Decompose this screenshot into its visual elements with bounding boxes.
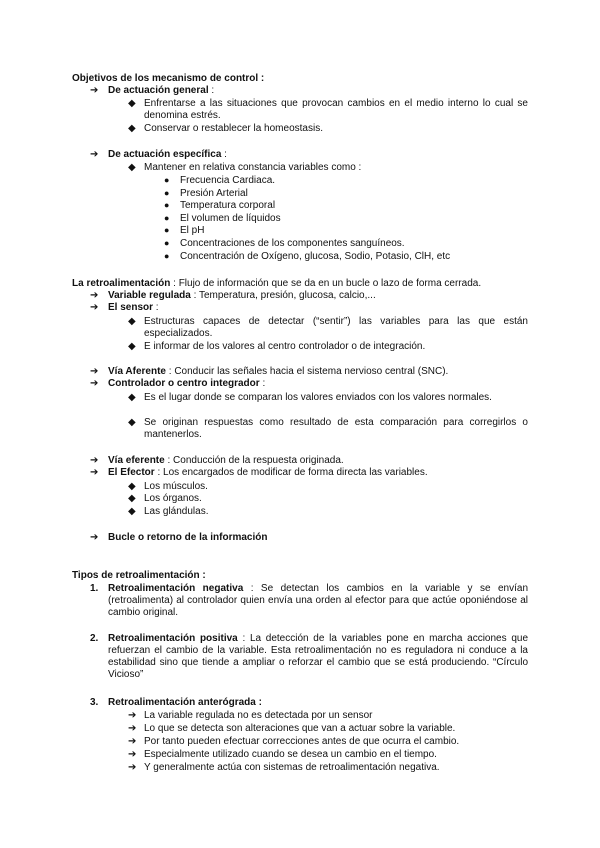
controlador-sep: : xyxy=(259,378,266,389)
variable-item: El pH xyxy=(180,225,205,236)
arrow-icon: ➔ xyxy=(90,290,99,301)
retro-label: La retroalimentación xyxy=(72,278,171,289)
retro-text: : Flujo de información que se da en un bucle o lazo de forma cerrada. xyxy=(170,278,482,289)
tipo-number: 1. xyxy=(90,583,99,594)
efector-item: Los músculos. xyxy=(144,481,208,492)
tipo-number: 3. xyxy=(90,697,99,708)
retro-line xyxy=(72,278,481,290)
aferente-text: : Conducir las señales hacia el sistema nervioso central (SNC). xyxy=(165,366,449,377)
general-sep: : xyxy=(208,85,215,96)
positiva-label: Retroalimentación positiva xyxy=(108,633,238,644)
dot-bullet-icon: ● xyxy=(164,200,170,210)
arrow-icon: ➔ xyxy=(90,366,99,377)
general-item-2: Conservar o restablecer la homeostasis. xyxy=(144,123,323,134)
controlador-item-1: Es el lugar donde se comparan los valores enviados con los valores normales. xyxy=(144,392,492,403)
sensor-item-1: Estructuras capaces de detectar (“sentir”) las variables para las que están especializados. xyxy=(144,316,528,339)
dot-bullet-icon: ● xyxy=(164,188,170,198)
diamond-bullet-icon: ◆ xyxy=(128,123,136,134)
aferente-line xyxy=(108,366,448,378)
general-item-1: Enfrentarse a las situaciones que provocan cambios en el medio interno lo cual se denomina estrés. xyxy=(144,98,528,121)
controlador-label: Controlador o centro integrador xyxy=(108,378,260,389)
variable-regulada-line xyxy=(108,290,376,302)
dot-bullet-icon: ● xyxy=(164,175,170,185)
variable-item: El volumen de líquidos xyxy=(180,213,281,224)
positiva-text: : La detección de la variables pone en marcha acciones que refuerzan el cambio de la variable. Esta retroalimentación no es reguladora ni conduce a la estabilidad sino que tiende a ampliar o reforzar el cambio que se está produciendo. “Círculo Vicioso” xyxy=(108,633,529,680)
diamond-bullet-icon: ◆ xyxy=(128,98,136,109)
efector-label: El Efector xyxy=(108,467,155,478)
tipo-positiva xyxy=(108,633,528,681)
variable-item: Concentraciones de los componentes sanguíneos. xyxy=(180,238,405,249)
eferente-label: Vía eferente xyxy=(108,455,165,466)
variable-item: Concentración de Oxígeno, glucosa, Sodio, Potasio, ClH, etc xyxy=(180,251,451,262)
aferente-label: Vía Aferente xyxy=(108,366,166,377)
eferente-line xyxy=(108,455,344,467)
sensor-item-2: E informar de los valores al centro controlador o de integración. xyxy=(144,341,426,352)
anterograda-item: Y generalmente actúa con sistemas de retroalimentación negativa. xyxy=(144,762,440,773)
dot-bullet-icon: ● xyxy=(164,213,170,223)
diamond-bullet-icon: ◆ xyxy=(128,481,136,492)
variable-regulada-label: Variable regulada xyxy=(108,290,191,301)
controlador-line xyxy=(108,378,265,390)
diamond-bullet-icon: ◆ xyxy=(128,417,136,428)
efector-text: : Los encargados de modificar de forma directa las variables. xyxy=(154,467,428,478)
objetivos-heading: Objetivos de los mecanismo de control : xyxy=(72,73,265,84)
variable-item: Frecuencia Cardiaca. xyxy=(180,175,276,186)
efector-line xyxy=(108,467,428,479)
diamond-bullet-icon: ◆ xyxy=(128,316,136,327)
arrow-icon: ➔ xyxy=(128,710,137,721)
tipo-number: 2. xyxy=(90,633,99,644)
anterograda-label: Retroalimentación anterógrada : xyxy=(108,697,262,708)
arrow-icon: ➔ xyxy=(90,455,99,466)
anterograda-item: La variable regulada no es detectada por un sensor xyxy=(144,710,373,721)
anterograda-item: Especialmente utilizado cuando se desea un cambio en el tiempo. xyxy=(144,749,437,760)
negativa-text: : Se detectan los cambios en la variable y se envían (retroalimenta) al controlador quien envía una orden al efector para que actúe oponiéndose al cambio original. xyxy=(108,583,529,618)
sensor-line xyxy=(108,302,159,314)
arrow-icon: ➔ xyxy=(90,378,99,389)
variable-item: Presión Arterial xyxy=(180,188,248,199)
tipo-negativa xyxy=(108,583,528,619)
anterograda-item: Por tanto pueden efectuar correcciones antes de que ocurra el cambio. xyxy=(144,736,460,747)
arrow-icon: ➔ xyxy=(90,149,99,160)
arrow-icon: ➔ xyxy=(128,762,137,773)
dot-bullet-icon: ● xyxy=(164,225,170,235)
variable-item: Temperatura corporal xyxy=(180,200,276,211)
arrow-icon: ➔ xyxy=(90,532,99,543)
arrow-icon: ➔ xyxy=(90,302,99,313)
diamond-bullet-icon: ◆ xyxy=(128,162,136,173)
variable-regulada-text: : Temperatura, presión, glucosa, calcio,... xyxy=(190,290,376,301)
general-line xyxy=(108,85,214,97)
diamond-bullet-icon: ◆ xyxy=(128,493,136,504)
dot-bullet-icon: ● xyxy=(164,251,170,261)
efector-item: Las glándulas. xyxy=(144,506,209,517)
eferente-text: : Conducción de la respuesta originada. xyxy=(164,455,344,466)
anterograda-item: Lo que se detecta son alteraciones que van a actuar sobre la variable. xyxy=(144,723,456,734)
bucle-label: Bucle o retorno de la información xyxy=(108,532,268,543)
controlador-item-2: Se originan respuestas como resultado de esta comparación para corregirlos o mantenerlos. xyxy=(144,417,528,440)
especifica-label: De actuación específica xyxy=(108,149,222,160)
arrow-icon: ➔ xyxy=(90,85,99,96)
especifica-line xyxy=(108,149,227,161)
dot-bullet-icon: ● xyxy=(164,238,170,248)
diamond-bullet-icon: ◆ xyxy=(128,341,136,352)
diamond-bullet-icon: ◆ xyxy=(128,506,136,517)
diamond-bullet-icon: ◆ xyxy=(128,392,136,403)
arrow-icon: ➔ xyxy=(128,736,137,747)
especifica-item: Mantener en relativa constancia variables como : xyxy=(144,162,362,173)
especifica-sep: : xyxy=(221,149,227,160)
sensor-sep: : xyxy=(153,302,159,313)
tipos-heading: Tipos de retroalimentación : xyxy=(72,570,206,581)
efector-item: Los órganos. xyxy=(144,493,202,504)
arrow-icon: ➔ xyxy=(128,749,137,760)
sensor-label: El sensor xyxy=(108,302,154,313)
negativa-label: Retroalimentación negativa xyxy=(108,583,244,594)
arrow-icon: ➔ xyxy=(128,723,137,734)
arrow-icon: ➔ xyxy=(90,467,99,478)
general-label: De actuación general xyxy=(108,85,209,96)
